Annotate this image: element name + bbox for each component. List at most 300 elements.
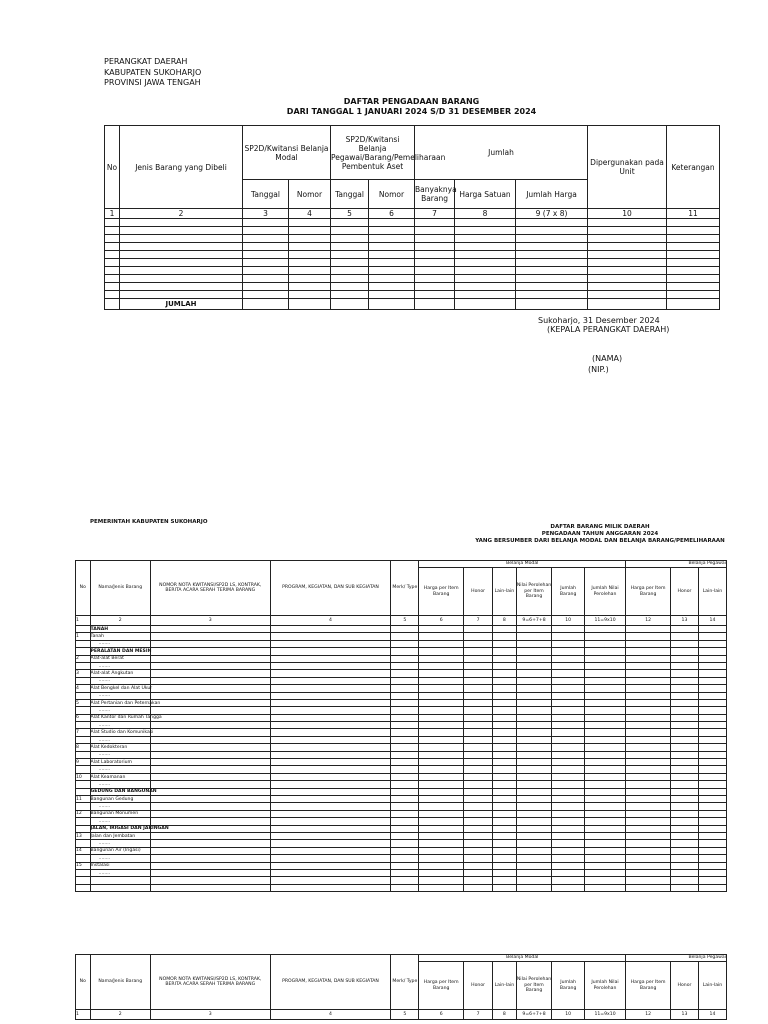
table-cell	[270, 759, 391, 766]
table-row	[76, 729, 727, 736]
table-cell	[667, 219, 720, 227]
table-cell	[455, 259, 516, 267]
table-cell	[419, 633, 464, 640]
header-line-3: PROVINSI JAWA TENGAH	[104, 78, 201, 87]
table-cell	[493, 855, 516, 862]
page2-title-3: YANG BERSUMBER DARI BELANJA MODAL DAN BELANJA BARANG/PEMELIHARAAN	[475, 538, 725, 544]
table-cell	[270, 722, 391, 729]
table-cell	[391, 751, 419, 758]
row-item-name: Bangunan Air (Irigasi)	[90, 847, 150, 854]
table-row	[105, 275, 720, 283]
table-cell	[243, 243, 289, 251]
column-number: 5	[391, 1010, 419, 1020]
row-item-name: Jalan dan Jembatan	[90, 832, 150, 839]
table-cell	[493, 773, 516, 780]
table-cell	[626, 707, 671, 714]
column-number: 7	[464, 1010, 493, 1020]
table-row	[76, 810, 727, 817]
table-cell	[552, 655, 584, 662]
table-cell	[516, 219, 588, 227]
table-row	[76, 662, 727, 669]
table-cell	[516, 670, 552, 677]
table-row	[105, 267, 720, 275]
table-cell	[626, 832, 671, 839]
table-cell	[584, 648, 625, 655]
table-cell	[419, 736, 464, 743]
table-cell	[552, 766, 584, 773]
table-cell	[698, 818, 726, 825]
table-cell	[698, 773, 726, 780]
table-cell	[150, 662, 270, 669]
table-cell	[698, 759, 726, 766]
table-cell	[419, 832, 464, 839]
table-cell	[626, 736, 671, 743]
table-cell	[698, 707, 726, 714]
table-cell	[391, 877, 419, 884]
row-number: 14	[76, 847, 91, 854]
table-cell	[391, 722, 419, 729]
table-cell	[552, 832, 584, 839]
table-cell	[455, 235, 516, 243]
table-cell	[626, 847, 671, 854]
row-item-name: ........	[90, 840, 150, 847]
table-cell	[493, 655, 516, 662]
column-number-row	[76, 616, 727, 626]
table-cell	[552, 855, 584, 862]
table-cell	[493, 759, 516, 766]
table-row	[76, 788, 727, 795]
table-cell	[516, 714, 552, 721]
column-number: 2	[90, 1010, 150, 1020]
table-cell	[516, 773, 552, 780]
table-cell	[419, 788, 464, 795]
table-cell	[698, 626, 726, 633]
table-cell	[698, 766, 726, 773]
table-cell	[391, 729, 419, 736]
table-cell	[150, 877, 270, 884]
column-number: 14	[698, 1010, 726, 1020]
table-cell	[493, 869, 516, 876]
table-cell	[626, 759, 671, 766]
table-cell	[270, 877, 391, 884]
table-cell	[588, 219, 667, 227]
table-cell	[552, 862, 584, 869]
table-cell	[667, 267, 720, 275]
table-cell	[552, 840, 584, 847]
table-cell	[626, 751, 671, 758]
table-cell	[150, 781, 270, 788]
table-cell	[243, 291, 289, 299]
table-cell	[391, 832, 419, 839]
row-item-name: ........	[90, 803, 150, 810]
table-cell	[415, 219, 455, 227]
table-cell	[516, 692, 552, 699]
table-row	[76, 648, 727, 655]
table-cell	[150, 795, 270, 802]
table-cell	[552, 751, 584, 758]
table-cell	[464, 722, 493, 729]
column-number: 12	[626, 1010, 671, 1020]
table-cell	[516, 648, 552, 655]
table-cell	[670, 803, 698, 810]
row-item-name: Alat-alat Berat	[90, 655, 150, 662]
col-jumlah: Jumlah	[415, 126, 588, 180]
table-cell	[588, 291, 667, 299]
table-cell	[289, 243, 331, 251]
table-cell	[552, 788, 584, 795]
table-cell	[391, 677, 419, 684]
table-cell	[670, 626, 698, 633]
table-cell	[105, 259, 120, 267]
table-cell	[270, 699, 391, 706]
table-cell	[105, 291, 120, 299]
table-cell	[584, 795, 625, 802]
table-cell	[670, 862, 698, 869]
row-item-name: GEDUNG DAN BANGUNAN	[90, 789, 157, 795]
table-cell	[584, 692, 625, 699]
table-cell	[493, 670, 516, 677]
column-number: 13	[670, 1010, 698, 1020]
table-cell	[493, 626, 516, 633]
table-cell	[391, 759, 419, 766]
column-number: 4	[270, 1010, 391, 1020]
column-number: 4	[289, 209, 331, 219]
table-cell	[698, 714, 726, 721]
table-cell	[552, 714, 584, 721]
table-cell	[626, 869, 671, 876]
table-cell	[391, 714, 419, 721]
table-cell	[584, 862, 625, 869]
col-no: No	[76, 561, 91, 616]
table-row	[105, 259, 720, 267]
row-item-name: ........	[90, 869, 150, 876]
table-cell	[493, 699, 516, 706]
column-number: 6	[419, 1010, 464, 1020]
sub-lain-2: Lain-lain	[698, 568, 726, 616]
table-cell	[150, 869, 270, 876]
row-number: 5	[76, 699, 91, 706]
table-cell	[419, 648, 464, 655]
group-belanja-pegawai: Belanja Pegawai	[626, 955, 727, 962]
sub-lain: Lain-lain	[493, 568, 516, 616]
table-cell	[391, 685, 419, 692]
row-item-name: ........	[90, 677, 150, 684]
column-number: 3	[243, 209, 289, 219]
table-row	[76, 818, 727, 825]
table-cell	[516, 832, 552, 839]
table-cell	[270, 766, 391, 773]
table-row	[76, 707, 727, 714]
table-cell	[626, 818, 671, 825]
table-cell	[493, 795, 516, 802]
table-cell	[369, 251, 415, 259]
table-cell	[150, 648, 270, 655]
table-cell	[626, 677, 671, 684]
sub-honor: Honor	[464, 962, 493, 1010]
table-cell	[270, 655, 391, 662]
table-cell	[150, 655, 270, 662]
table-cell	[670, 729, 698, 736]
column-number: 8	[493, 616, 516, 626]
table-cell	[667, 291, 720, 299]
table-cell	[464, 685, 493, 692]
table-cell	[331, 243, 369, 251]
column-number: 12	[626, 616, 671, 626]
table-cell	[120, 235, 243, 243]
row-number: 15	[76, 862, 91, 869]
table-cell	[584, 736, 625, 743]
table-cell	[698, 729, 726, 736]
table-cell	[369, 219, 415, 227]
table-cell	[516, 699, 552, 706]
table-cell	[464, 655, 493, 662]
table-cell	[270, 788, 391, 795]
table-cell	[626, 685, 671, 692]
table-cell	[670, 640, 698, 647]
col-unit: Dipergunakan pada Unit	[588, 126, 667, 209]
table-cell	[584, 832, 625, 839]
table-cell	[419, 795, 464, 802]
table-row	[76, 626, 727, 633]
row-number	[76, 766, 91, 773]
row-item-name	[90, 884, 150, 891]
table-cell	[670, 766, 698, 773]
table-cell	[419, 884, 464, 891]
table-cell	[552, 685, 584, 692]
table-cell	[419, 818, 464, 825]
row-number: 9	[76, 759, 91, 766]
row-number	[76, 677, 91, 684]
table-cell	[150, 707, 270, 714]
table-row	[76, 699, 727, 706]
table-cell	[670, 884, 698, 891]
table-cell	[270, 692, 391, 699]
table-cell	[150, 759, 270, 766]
table-cell	[464, 759, 493, 766]
table-cell	[150, 633, 270, 640]
table-cell	[391, 818, 419, 825]
table-cell	[552, 781, 584, 788]
table-cell	[289, 291, 331, 299]
sub-lain: Lain-lain	[493, 962, 516, 1010]
table-cell	[552, 810, 584, 817]
table-cell	[270, 795, 391, 802]
table-cell	[667, 283, 720, 291]
table-cell	[415, 243, 455, 251]
col-jenis-barang: Jenis Barang yang Dibeli	[120, 126, 243, 209]
column-number: 6	[369, 209, 415, 219]
col-nomor-nota: NOMOR NOTA KWITANSI/SP2D LS, KONTRAK, BERITA ACARA SERAH TERIMA BARANG	[150, 955, 270, 1010]
table-row	[76, 773, 727, 780]
table-cell	[270, 685, 391, 692]
table-cell	[270, 803, 391, 810]
table-cell	[419, 744, 464, 751]
table-cell	[369, 259, 415, 267]
table-cell	[493, 692, 516, 699]
table-cell	[626, 714, 671, 721]
table-cell	[415, 267, 455, 275]
row-number	[76, 869, 91, 876]
table-cell	[588, 227, 667, 235]
table-cell	[493, 677, 516, 684]
table-cell	[150, 803, 270, 810]
table-cell	[464, 832, 493, 839]
table-cell	[415, 259, 455, 267]
table-cell	[698, 744, 726, 751]
table-row	[76, 751, 727, 758]
table-cell	[516, 662, 552, 669]
table-cell	[150, 692, 270, 699]
table-cell	[670, 759, 698, 766]
table-cell	[464, 818, 493, 825]
table-row	[76, 692, 727, 699]
table-cell	[584, 773, 625, 780]
table-cell	[516, 275, 588, 283]
table-cell	[698, 699, 726, 706]
table-cell	[369, 243, 415, 251]
table-cell	[552, 729, 584, 736]
table-cell	[516, 840, 552, 847]
table-cell	[670, 795, 698, 802]
table-cell	[419, 781, 464, 788]
row-item-name: ........	[90, 818, 150, 825]
row-number: 8	[76, 744, 91, 751]
table-cell	[698, 825, 726, 832]
row-number: 11	[76, 795, 91, 802]
table-cell	[552, 869, 584, 876]
table-cell	[552, 884, 584, 891]
page2-title-1: DAFTAR BARANG MILIK DAERAH	[550, 524, 650, 530]
table-cell	[626, 795, 671, 802]
row-item-name: ........	[90, 855, 150, 862]
table-cell	[243, 259, 289, 267]
row-item-name: ........	[90, 662, 150, 669]
table-cell	[626, 810, 671, 817]
table-cell	[419, 707, 464, 714]
table-cell	[270, 707, 391, 714]
table-cell	[552, 648, 584, 655]
table-cell	[552, 626, 584, 633]
column-number: 1	[76, 616, 91, 626]
table-cell	[120, 227, 243, 235]
table-cell	[698, 751, 726, 758]
table-row	[76, 766, 727, 773]
table-cell	[670, 751, 698, 758]
table-row	[76, 655, 727, 662]
table-cell	[150, 788, 270, 795]
table-cell	[419, 766, 464, 773]
table-cell	[552, 670, 584, 677]
row-number	[76, 840, 91, 847]
table-cell	[369, 227, 415, 235]
sub-lain-2: Lain-lain	[698, 962, 726, 1010]
sub-honor-2: Honor	[670, 962, 698, 1010]
table-row	[105, 251, 720, 259]
table-cell	[464, 670, 493, 677]
table-cell	[289, 235, 331, 243]
table-cell	[552, 640, 584, 647]
table-cell	[516, 788, 552, 795]
table-cell	[150, 810, 270, 817]
row-item-name: ........	[90, 766, 150, 773]
table-cell	[584, 781, 625, 788]
table-cell	[516, 795, 552, 802]
table-cell	[391, 655, 419, 662]
row-number	[76, 825, 91, 832]
table-cell	[419, 825, 464, 832]
table-cell	[516, 847, 552, 854]
column-number: 10	[552, 616, 584, 626]
table-cell	[626, 640, 671, 647]
table-row	[76, 840, 727, 847]
table-row	[76, 759, 727, 766]
table-cell	[698, 670, 726, 677]
page-subtitle: DARI TANGGAL 1 JANUARI 2024 S/D 31 DESEMBER 2024	[286, 107, 537, 116]
column-number: 5	[391, 616, 419, 626]
column-number: 11=9x10	[584, 1010, 625, 1020]
table-cell	[455, 219, 516, 227]
row-number	[76, 736, 91, 743]
table-cell	[419, 722, 464, 729]
col-program: PROGRAM, KEGIATAN, DAN SUB KEGIATAN	[270, 955, 391, 1010]
table-cell	[493, 847, 516, 854]
table-cell	[698, 736, 726, 743]
row-item-name: PERALATAN DAN MESIN	[90, 648, 152, 654]
page2-header: PEMERINTAH KABUPATEN SUKOHARJO	[90, 519, 208, 525]
table-cell	[105, 227, 120, 235]
table-cell	[584, 714, 625, 721]
col-nama-barang: Nama/Jenis Barang	[90, 955, 150, 1010]
sub-tanggal: Tanggal	[243, 180, 289, 209]
sub-honor-2: Honor	[670, 568, 698, 616]
table-cell	[464, 877, 493, 884]
table-cell	[670, 869, 698, 876]
table-cell	[493, 640, 516, 647]
table-cell	[588, 251, 667, 259]
table-cell	[516, 751, 552, 758]
table-cell	[464, 633, 493, 640]
table-cell	[626, 788, 671, 795]
sub-harga-satuan: Harga Satuan	[455, 180, 516, 209]
table-cell	[270, 773, 391, 780]
table-cell	[150, 744, 270, 751]
table-cell	[493, 803, 516, 810]
table-cell	[493, 736, 516, 743]
table-cell	[552, 795, 584, 802]
row-item-name: Alat-alat Angkutan	[90, 670, 150, 677]
table-cell	[698, 855, 726, 862]
sub-jumlah-nilai: Jumlah Nilai Perolehan	[584, 962, 625, 1010]
table-cell	[626, 877, 671, 884]
table-cell	[120, 291, 243, 299]
table-cell	[464, 855, 493, 862]
table-cell	[552, 847, 584, 854]
table-cell	[670, 825, 698, 832]
table-cell	[289, 267, 331, 275]
table-cell	[698, 692, 726, 699]
table-cell	[464, 781, 493, 788]
table-cell	[464, 795, 493, 802]
table-cell	[584, 847, 625, 854]
table-cell	[391, 862, 419, 869]
column-number: 7	[464, 616, 493, 626]
table-cell	[667, 243, 720, 251]
table-cell	[584, 744, 625, 751]
table-row	[105, 283, 720, 291]
table-cell	[552, 877, 584, 884]
table-cell	[670, 840, 698, 847]
table-cell	[588, 243, 667, 251]
